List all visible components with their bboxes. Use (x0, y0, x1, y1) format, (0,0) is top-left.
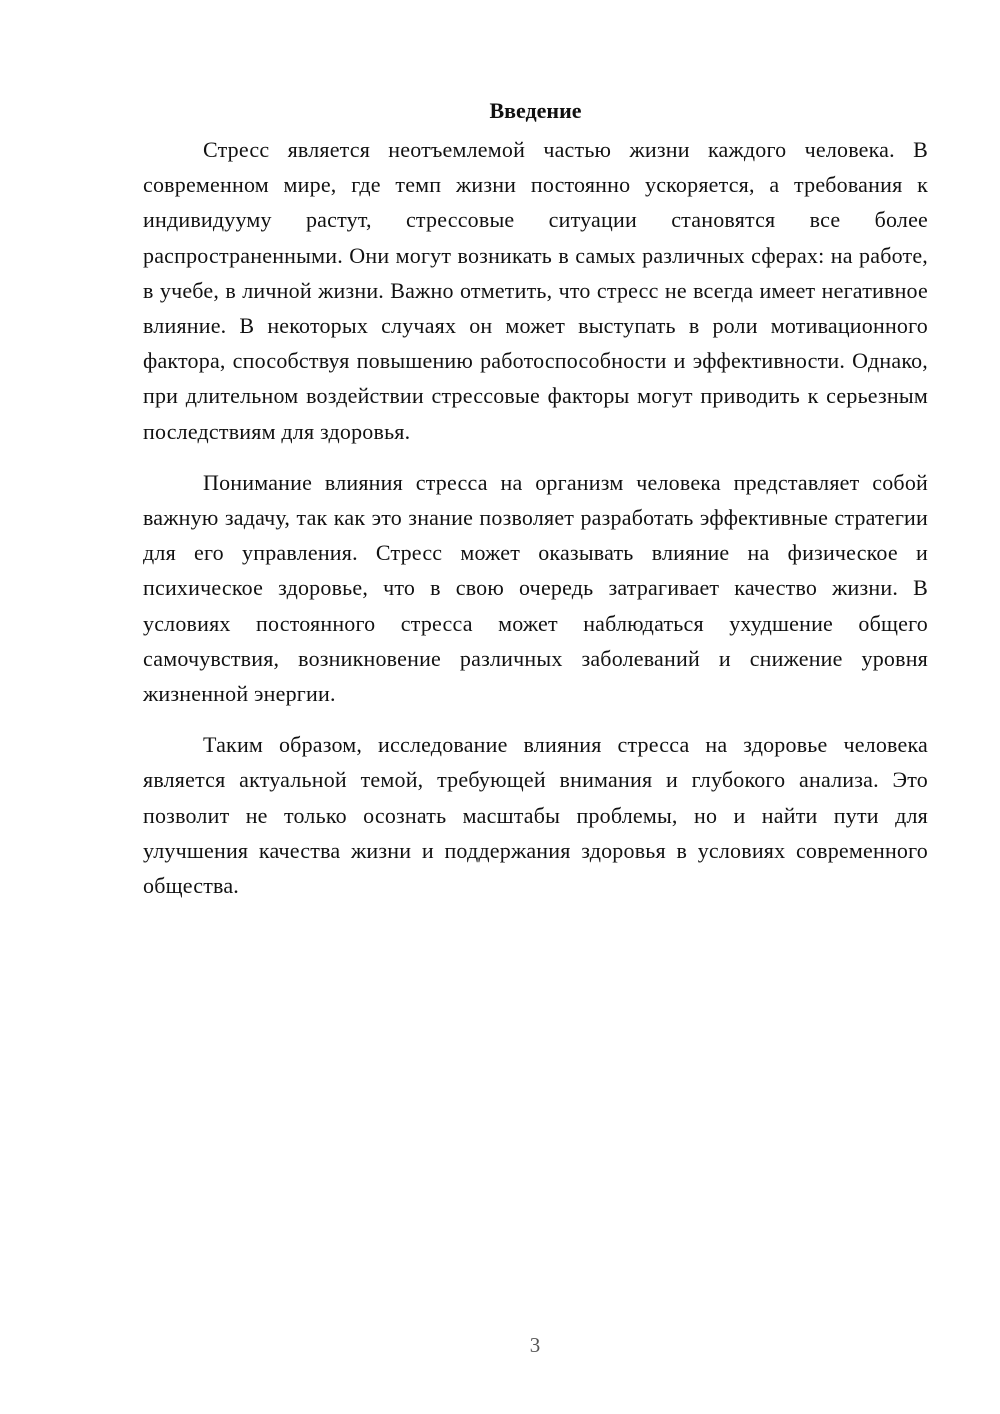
paragraph-3: Таким образом, исследование влияния стресса на здоровье человека является актуальной темой, требующей внимания и глубокого анализа. Это позволит не только осознать масштабы проблемы, но и найти пути для улучшения качества жизни и поддержания здоровья в условиях современного общества. (143, 732, 928, 899)
page-content (143, 96, 928, 919)
paragraph-1: Стресс является неотъемлемой частью жизни каждого человека. В современном мире, где темп жизни постоянно ускоряется, а требования к индивидууму растут, стрессовые ситуации становятся все более распространенными. Они могут возникать в самых различных сферах: на работе, в учебе, в личной жизни. Важно отметить, что стресс не всегда имеет негативное влияние. В некоторых случаях он может выступать в роли мотивационного фактора, способствуя повышению работоспособности и эффективности. Однако, при длительном воздействии стрессовые факторы могут приводить к серьезным последствиям для здоровья. (143, 137, 928, 444)
section-heading: Введение (489, 98, 582, 123)
paragraph-2: Понимание влияния стресса на организм человека представляет собой важную задачу, так как это знание позволяет разработать эффективные стратегии для его управления. Стресс может оказывать влияние на физическое и психическое здоровье, что в свою очередь затрагивает качество жизни. В условиях постоянного стресса может наблюдаться ухудшение общего самочувствия, возникновение различных заболеваний и снижение уровня жизненной энергии. (143, 469, 928, 707)
page-number: 3 (529, 1333, 541, 1357)
